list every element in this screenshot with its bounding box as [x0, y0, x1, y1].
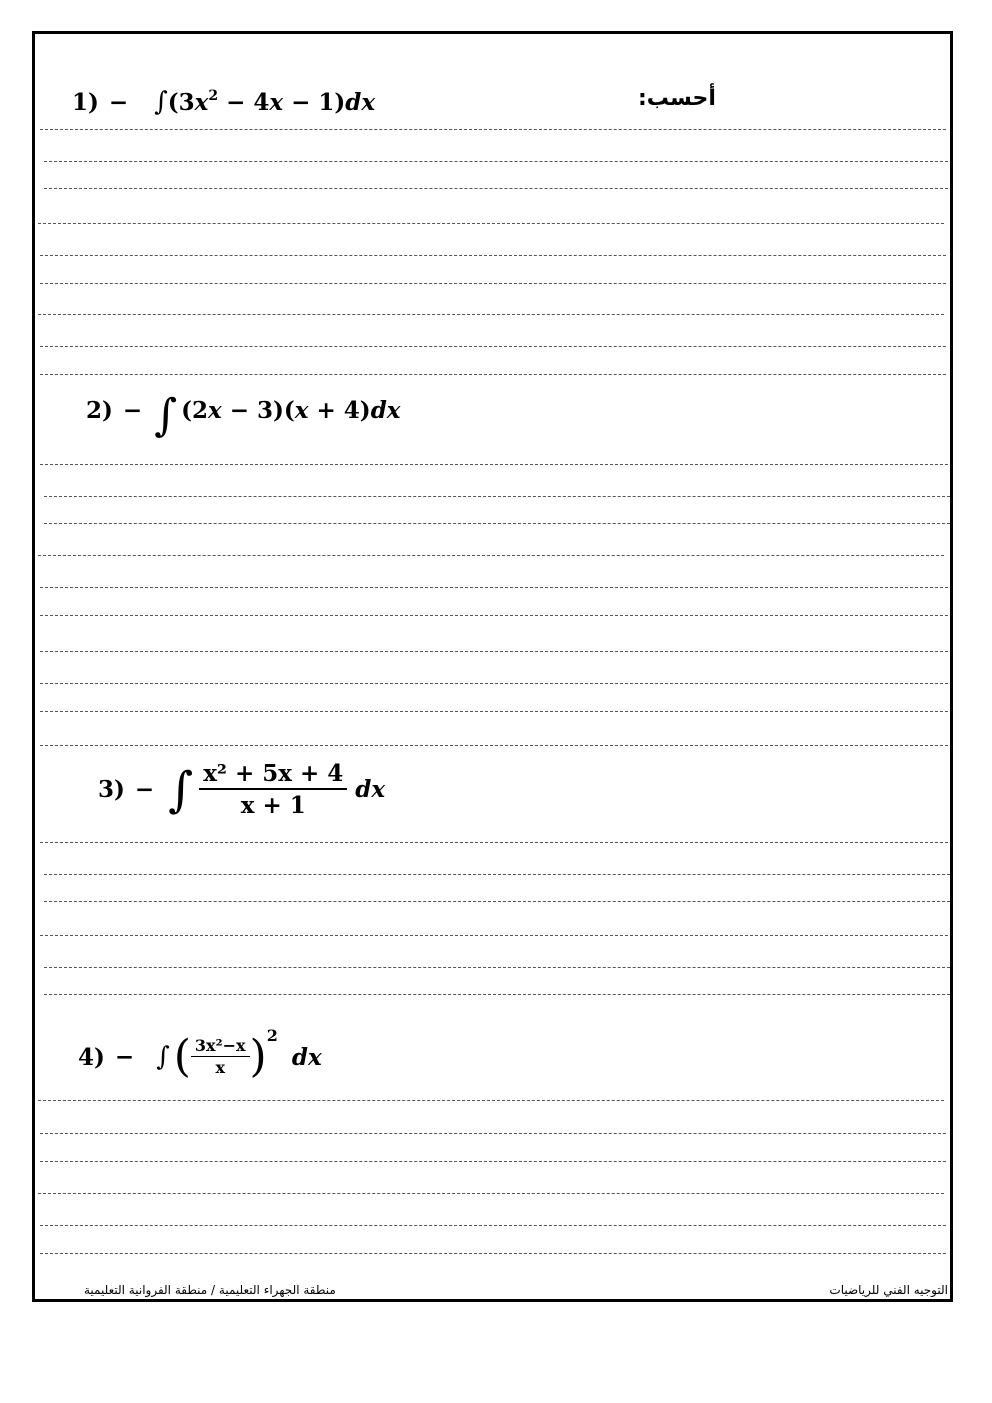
instruction-title: أحسب:	[638, 86, 716, 111]
answer-line	[40, 587, 948, 588]
answer-line	[44, 523, 950, 524]
fraction	[191, 1038, 250, 1076]
answer-line	[40, 346, 946, 347]
problem-3-dash: −	[134, 776, 155, 803]
problem-3: 3) − ∫ $\frac{\text{x² + 5x + 4}}{x + 1}$ dx	[98, 760, 386, 819]
problem-1-number: 1)	[72, 89, 99, 116]
answer-line	[44, 994, 950, 995]
denominator: x + 1	[240, 792, 306, 819]
denominator: x	[215, 1058, 225, 1077]
answer-line	[38, 1100, 944, 1101]
problem-1: $1) - \int(3x^2 - 4x - 1)dx$	[72, 87, 376, 117]
numerator: 3x²−x	[191, 1038, 250, 1057]
right-paren: )	[249, 1031, 267, 1082]
power: 2	[266, 1026, 278, 1045]
problem-2: 2) − ∫ (2x − 3)(x + 4)dx	[86, 390, 401, 441]
answer-line	[40, 374, 946, 375]
answer-line	[40, 615, 948, 616]
answer-line	[40, 1161, 946, 1162]
problem-1-dash: −	[108, 89, 129, 116]
problem-2-dash: −	[122, 397, 143, 424]
answer-line	[38, 223, 944, 224]
answer-line	[40, 711, 948, 712]
answer-line	[40, 283, 946, 284]
answer-line	[38, 1193, 944, 1194]
answer-line	[40, 842, 948, 843]
integral-sign-icon: ∫	[156, 1042, 170, 1072]
answer-line	[40, 651, 948, 652]
answer-line	[40, 683, 948, 684]
answer-line	[44, 874, 950, 875]
page-border	[32, 31, 953, 1302]
answer-line	[38, 555, 944, 556]
problem-3-number: 3)	[98, 776, 125, 803]
integral-sign-icon: ∫	[154, 87, 168, 117]
answer-line	[44, 496, 950, 497]
answer-line	[44, 967, 950, 968]
answer-line	[40, 745, 948, 746]
integral-sign-icon: ∫	[154, 390, 178, 441]
answer-line	[40, 129, 946, 130]
numerator: x² + 5x + 4	[199, 762, 347, 790]
footer-left: منطقة الجهراء التعليمية / منطقة الفروانية التعليمية	[84, 1283, 336, 1297]
problem-4: 4) − ∫( $\frac{\text{3x²−x}}{x}$ )$^2$ dx	[78, 1026, 322, 1082]
fraction	[199, 762, 347, 817]
answer-line	[44, 188, 948, 189]
answer-line	[40, 935, 948, 936]
problem-4-dash: −	[114, 1043, 135, 1071]
answer-line	[38, 314, 944, 315]
footer-right: التوجيه الفني للرياضيات	[829, 1283, 948, 1297]
problem-2-number: 2)	[86, 397, 113, 424]
left-paren: (	[173, 1031, 191, 1082]
answer-line	[40, 1253, 946, 1254]
answer-line	[44, 901, 950, 902]
answer-line	[44, 161, 948, 162]
integral-sign-icon: ∫	[168, 761, 194, 818]
answer-line	[40, 1133, 946, 1134]
answer-line	[40, 464, 948, 465]
answer-line	[40, 255, 946, 256]
problem-4-number: 4)	[78, 1043, 105, 1071]
answer-line	[40, 1225, 946, 1226]
